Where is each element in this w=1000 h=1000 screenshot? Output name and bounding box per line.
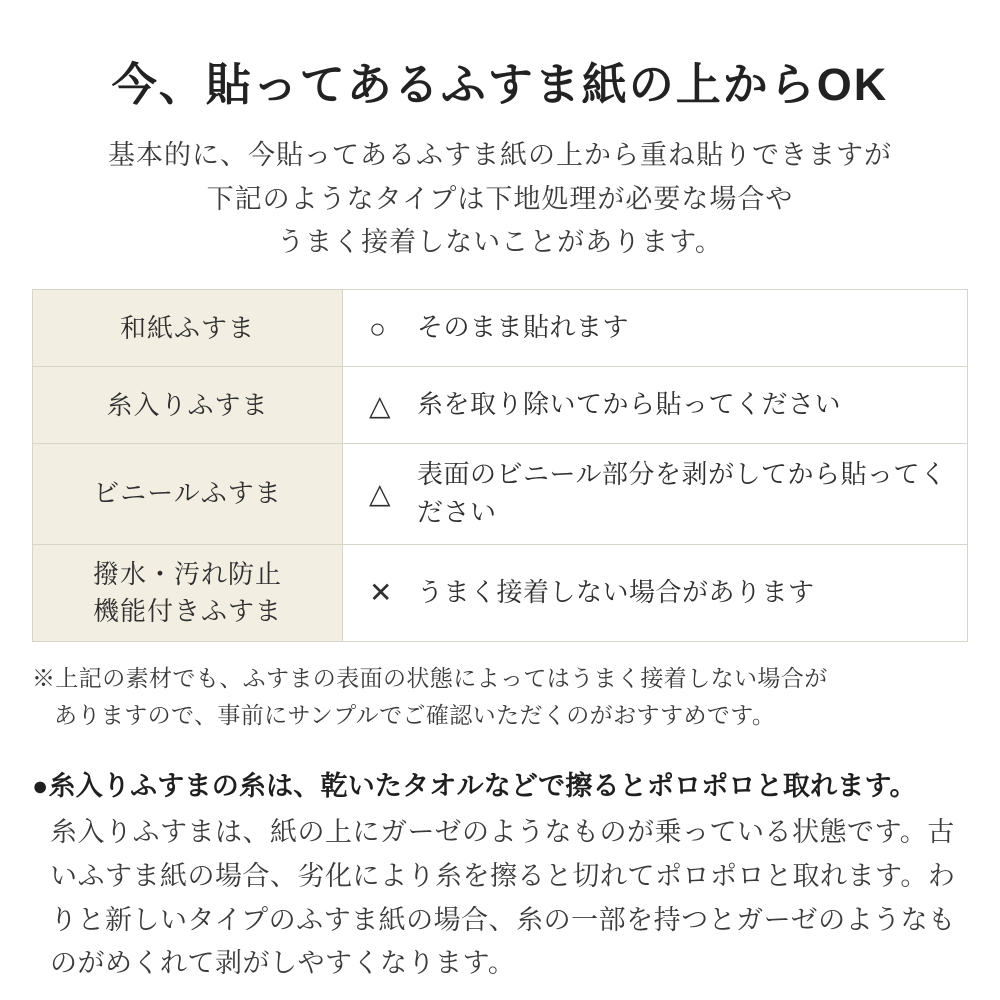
table-footnote (32, 660, 968, 735)
table-cell-result (343, 367, 967, 443)
table-cell-result (343, 444, 967, 543)
table-cell-result (343, 545, 967, 641)
table-row (33, 444, 967, 544)
lead-paragraph (32, 134, 968, 265)
table-row (33, 545, 967, 642)
footnote-line-2: ありますので、事前にサンプルでご確認いただくのがおすすめです。 (54, 701, 776, 728)
table-cell-material (33, 290, 343, 366)
table-cell-result (343, 290, 967, 366)
footnote-line-1: ※上記の素材でも、ふすまの表面の状態によってはうまく接着しない場合が (32, 664, 828, 691)
lead-line-3: うまく接着しないことがあります。 (277, 227, 723, 258)
material-label-line-1: 撥水・汚れ防止 (92, 558, 282, 589)
material-label: 糸入りふすま (106, 389, 269, 420)
circle-mark: ○ (369, 312, 386, 344)
triangle-mark: △ (369, 478, 391, 510)
triangle-mark: △ (369, 389, 391, 421)
table-row (33, 290, 967, 367)
table-cell-material (33, 444, 343, 543)
material-label-line-2: 機能付きふすま (92, 595, 282, 626)
page-title: 今、貼ってあるふすま紙の上からOK (111, 59, 889, 110)
result-text: 表面のビニール部分を剥がしてから貼ってください (417, 459, 947, 527)
result-text: 糸を取り除いてから貼ってください (417, 389, 842, 420)
lead-line-2: 下記のようなタイプは下地処理が必要な場合や (206, 183, 794, 214)
result-text: そのまま貼れます (417, 312, 630, 343)
material-label: 和紙ふすま (119, 312, 255, 343)
material-label (93, 556, 282, 630)
material-compatibility-table (32, 289, 968, 641)
lead-line-1: 基本的に、今貼ってあるふすま紙の上から重ね貼りできますが (108, 140, 892, 170)
material-label: ビニールふすま (93, 478, 282, 509)
section-body: 糸入りふすまは、紙の上にガーゼのようなものが乗っている状態です。古いふすま紙の場合、劣化により糸を擦ると切れてポロポロと取れます。わりと新しいタイプのふすま紙の場合、糸の一部を持つとガーゼのようなものがめくれて剥がしやすくなります。 (50, 817, 956, 979)
section-heading: ●糸入りふすまの糸は、乾いたタオルなどで擦るとポロポロと取れます。 (32, 771, 917, 802)
table-row (33, 367, 967, 444)
result-text: うまく接着しない場合があります (417, 576, 815, 607)
cross-mark: ✕ (369, 576, 393, 608)
table-cell-material (33, 545, 343, 641)
table-cell-material (33, 367, 343, 443)
